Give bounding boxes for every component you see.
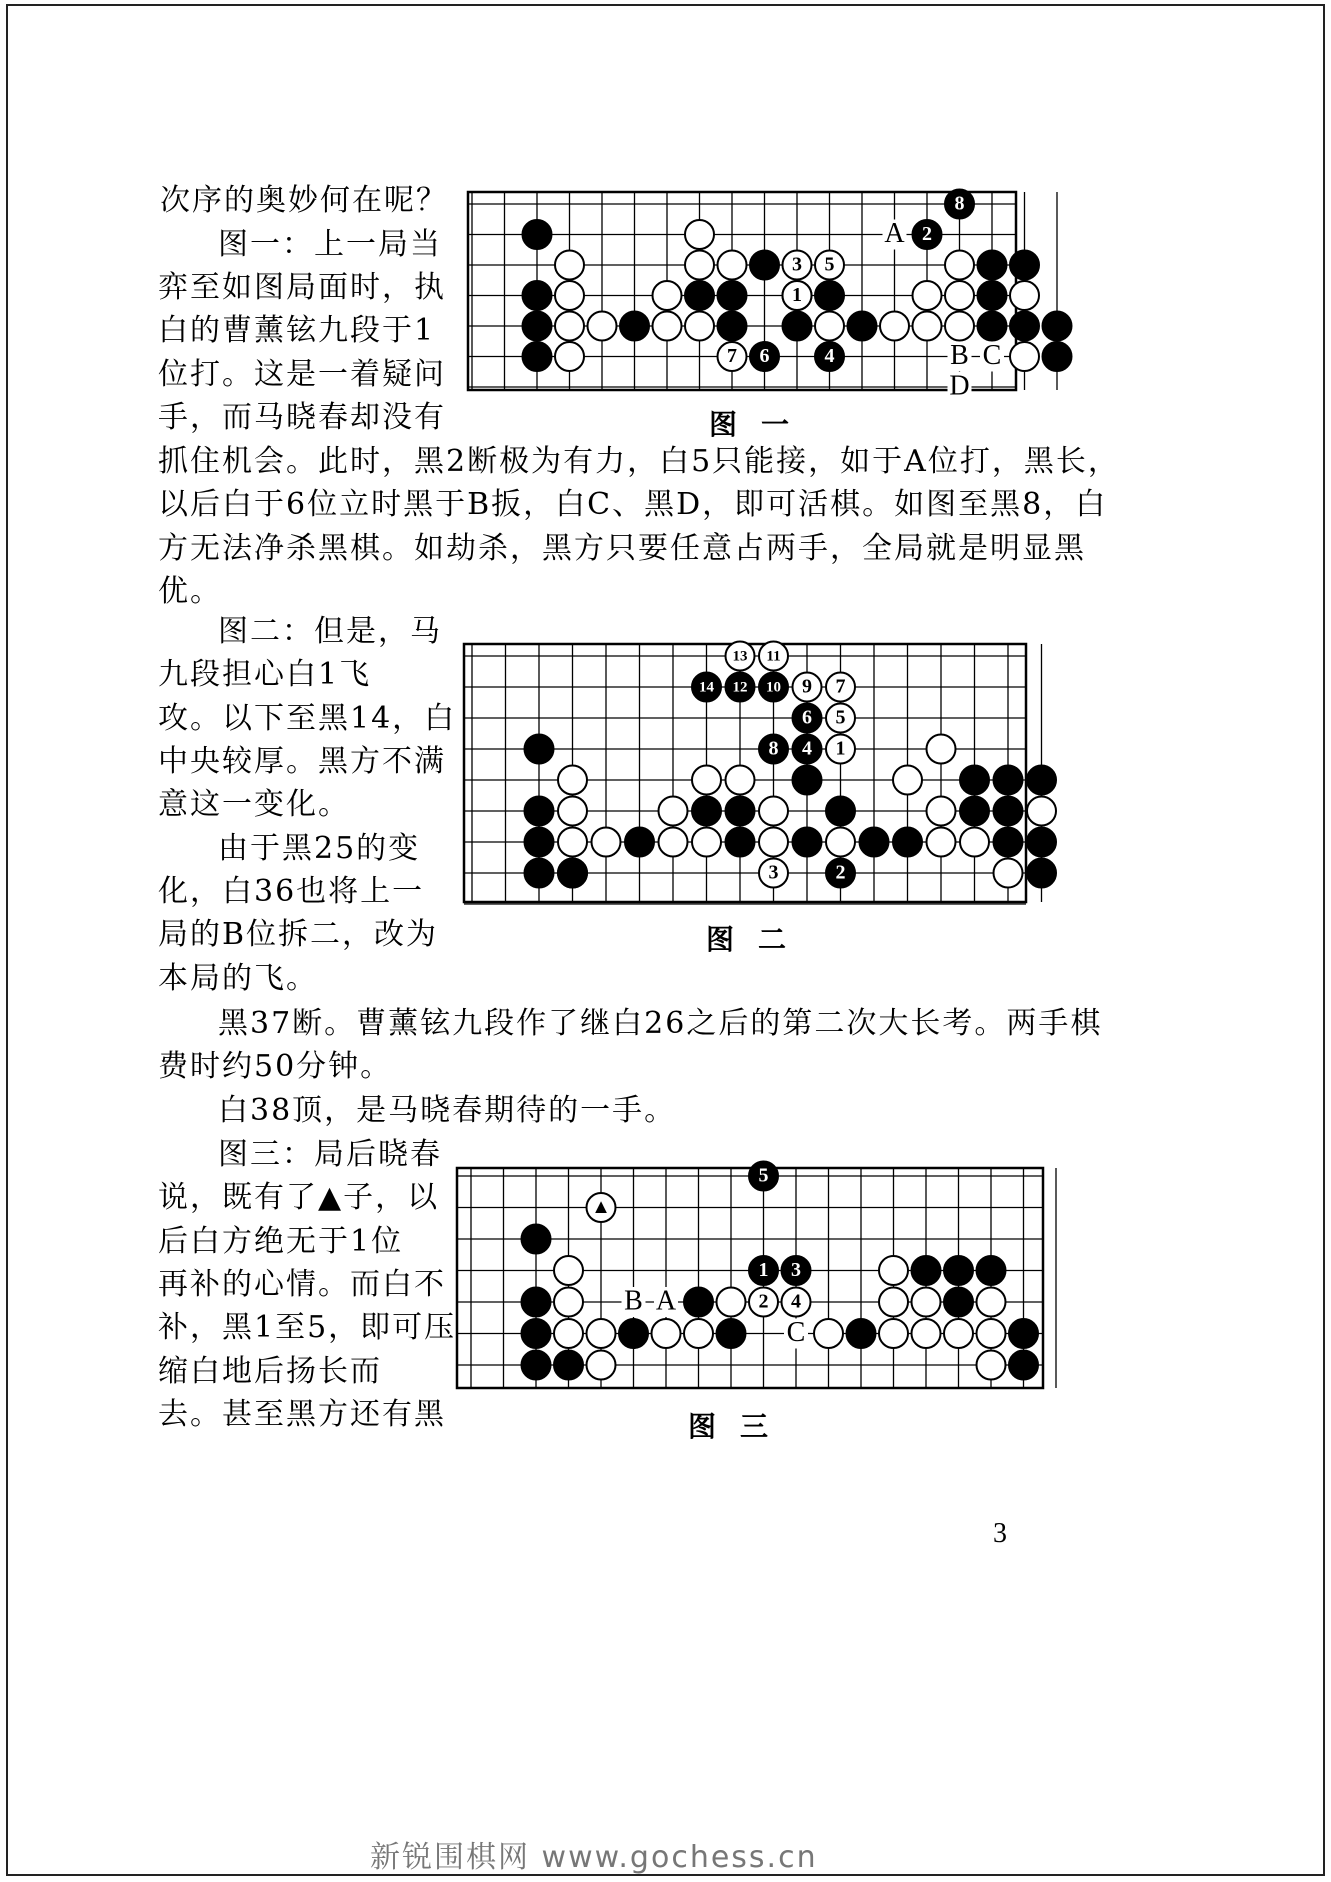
black-stone (525, 859, 554, 888)
white-stone (879, 1319, 908, 1348)
white-stone (555, 312, 584, 341)
white-stone (913, 281, 942, 310)
white-stone (555, 342, 584, 371)
text-line: 次序的奥妙何在呢？ (160, 183, 448, 218)
point-label: C (786, 1316, 806, 1348)
move-number: 13 (732, 648, 748, 665)
white-stone (1010, 281, 1039, 310)
white-stone (879, 1288, 908, 1317)
text-line: 手，而马晓春却没有 (158, 400, 446, 435)
white-stone (960, 828, 989, 857)
go-diagram-2 (456, 636, 1036, 906)
black-stone (625, 828, 654, 857)
white-stone (558, 828, 587, 857)
move-number: 2 (835, 861, 846, 884)
go-diagram-1 (462, 186, 1022, 416)
black-stone (944, 1256, 973, 1285)
white-stone (815, 312, 844, 341)
white-stone (977, 1319, 1006, 1348)
text-line: 缩白地后扬长而 (158, 1354, 382, 1389)
move-number: 6 (802, 706, 812, 729)
text-line: 费时约50分钟。 (158, 1049, 393, 1084)
black-stone (1043, 342, 1072, 371)
move-number: 1 (792, 284, 802, 307)
move-number: 14 (699, 679, 714, 696)
white-stone (880, 312, 909, 341)
text-line: 弈至如图局面时，执 (158, 270, 446, 305)
black-stone (726, 797, 755, 826)
move-number: 2 (922, 223, 932, 246)
text-line: 说，既有了▲子，以 (158, 1180, 440, 1215)
move-number: 7 (727, 345, 737, 368)
text-line: 局的B位拆二，改为 (158, 917, 439, 952)
text-line: 由于黑25的变 (218, 831, 421, 866)
white-stone (912, 1319, 941, 1348)
black-stone (994, 797, 1023, 826)
point-label: B (950, 339, 969, 371)
black-stone (1027, 828, 1056, 857)
white-stone (927, 828, 956, 857)
black-stone (994, 828, 1023, 857)
text-line: 补，黑1至5，即可压 (158, 1310, 457, 1345)
white-stone (945, 251, 974, 280)
black-stone (815, 281, 844, 310)
black-stone (522, 1288, 551, 1317)
black-stone (1043, 312, 1072, 341)
move-number: 11 (766, 648, 781, 665)
text-line: 攻。以下至黑14，白 (158, 701, 457, 736)
black-stone (554, 1351, 583, 1380)
diagram-caption-1: 图一 (709, 408, 814, 441)
black-stone (893, 828, 922, 857)
point-label: D (949, 370, 970, 402)
white-stone (555, 281, 584, 310)
white-stone (945, 281, 974, 310)
text-line: 白的曹薰铉九段于1 (158, 313, 436, 348)
white-stone (944, 1319, 973, 1348)
white-stone (977, 1288, 1006, 1317)
black-stone (525, 828, 554, 857)
move-number: 7 (835, 675, 846, 698)
white-stone (653, 312, 682, 341)
move-number: 8 (954, 192, 965, 215)
move-number: 12 (732, 679, 748, 696)
black-stone (826, 797, 855, 826)
black-stone (783, 312, 812, 341)
white-stone (927, 735, 956, 764)
white-stone (685, 220, 714, 249)
black-stone (523, 220, 552, 249)
white-stone (554, 1256, 583, 1285)
point-label: A (884, 217, 905, 249)
black-stone (1027, 766, 1056, 795)
white-stone (652, 1319, 681, 1348)
black-stone (1010, 312, 1039, 341)
point-label: A (655, 1285, 677, 1317)
white-stone (879, 1256, 908, 1285)
white-stone (685, 312, 714, 341)
white-stone (554, 1288, 583, 1317)
white-stone (945, 312, 974, 341)
white-stone (726, 766, 755, 795)
white-stone (1010, 342, 1039, 371)
black-stone (1027, 859, 1056, 888)
move-number: 9 (802, 675, 812, 698)
white-stone (588, 312, 617, 341)
site-footer: 新锐围棋网 www.gochess.cn (370, 1840, 818, 1875)
black-stone (912, 1256, 941, 1285)
black-stone (978, 312, 1007, 341)
black-stone (978, 251, 1007, 280)
text-line: 图一：上一局当 (218, 227, 442, 262)
white-stone (592, 828, 621, 857)
black-stone (525, 797, 554, 826)
white-stone (558, 797, 587, 826)
move-number: 4 (824, 345, 835, 368)
text-line: 本局的飞。 (158, 961, 318, 996)
text-line: 再补的心情。而白不 (158, 1267, 446, 1302)
black-stone (620, 312, 649, 341)
white-stone (684, 1319, 713, 1348)
move-number: 5 (758, 1164, 769, 1187)
black-stone (1009, 1351, 1038, 1380)
black-stone (977, 1256, 1006, 1285)
black-stone (684, 1288, 713, 1317)
black-stone (848, 312, 877, 341)
white-stone (554, 1319, 583, 1348)
black-stone (860, 828, 889, 857)
point-label: B (624, 1285, 643, 1317)
black-stone (994, 766, 1023, 795)
text-line: 方无法净杀黑棋。如劫杀，黑方只要任意占两手，全局就是明显黑 (158, 531, 1086, 566)
diagram-caption-3: 图三 (688, 1410, 793, 1443)
white-stone (555, 251, 584, 280)
white-stone (685, 251, 714, 280)
white-stone (587, 1319, 616, 1348)
white-stone (587, 1351, 616, 1380)
text-line: 优。 (158, 574, 222, 609)
white-stone (927, 797, 956, 826)
black-stone (1009, 1319, 1038, 1348)
black-stone (793, 766, 822, 795)
text-line: 白38顶，是马晓春期待的一手。 (218, 1093, 677, 1128)
white-stone (659, 828, 688, 857)
move-number: 3 (791, 1259, 801, 1282)
move-number: 4 (791, 1290, 801, 1313)
white-stone (759, 797, 788, 826)
move-number: 10 (766, 679, 781, 696)
go-diagram-3 (451, 1162, 1051, 1392)
move-number: 1 (758, 1259, 769, 1282)
black-stone (525, 735, 554, 764)
white-stone (659, 797, 688, 826)
white-stone (717, 1288, 746, 1317)
diagram-caption-2: 图二 (706, 923, 811, 956)
white-stone (893, 766, 922, 795)
white-stone (826, 828, 855, 857)
black-stone (523, 281, 552, 310)
white-stone (814, 1319, 843, 1348)
black-stone (960, 797, 989, 826)
white-stone (1027, 797, 1056, 826)
black-stone (1010, 251, 1039, 280)
white-stone (977, 1351, 1006, 1380)
move-number: 3 (768, 861, 779, 884)
white-stone (558, 766, 587, 795)
move-number: 1 (835, 737, 846, 760)
text-line: 中央较厚。黑方不满 (158, 744, 446, 779)
move-number: ▲ (591, 1196, 611, 1219)
black-stone (522, 1225, 551, 1254)
black-stone (523, 312, 552, 341)
page-number: 3 (993, 1518, 1007, 1549)
move-number: 6 (759, 345, 770, 368)
white-stone (718, 251, 747, 280)
black-stone (522, 1319, 551, 1348)
black-stone (726, 828, 755, 857)
black-stone (523, 342, 552, 371)
text-line: 黑37断。曹薰铉九段作了继白26之后的第二次大长考。两手棋 (218, 1006, 1103, 1041)
text-line: 去。甚至黑方还有黑 (158, 1397, 446, 1432)
text-line: 图三：局后晓春 (218, 1137, 442, 1172)
black-stone (718, 312, 747, 341)
black-stone (558, 859, 587, 888)
white-stone (994, 859, 1023, 888)
black-stone (619, 1319, 648, 1348)
white-stone (692, 828, 721, 857)
black-stone (718, 281, 747, 310)
text-line: 位打。这是一着疑问 (158, 357, 446, 392)
text-line: 九段担心白1飞 (158, 657, 372, 692)
move-number: 5 (824, 253, 835, 276)
text-line: 化，白36也将上一 (158, 874, 425, 909)
text-line: 图二：但是，马 (218, 614, 442, 649)
text-line: 抓住机会。此时，黑2断极为有力，白5只能接，如于A位打，黑长， (158, 444, 1120, 479)
black-stone (750, 251, 779, 280)
black-stone (522, 1351, 551, 1380)
white-stone (913, 312, 942, 341)
black-stone (847, 1319, 876, 1348)
move-number: 2 (758, 1290, 769, 1313)
white-stone (692, 766, 721, 795)
text-line: 意这一变化。 (158, 787, 350, 822)
move-number: 4 (802, 737, 812, 760)
move-number: 3 (792, 253, 802, 276)
move-number: 5 (835, 706, 846, 729)
black-stone (793, 828, 822, 857)
black-stone (978, 281, 1007, 310)
black-stone (960, 766, 989, 795)
white-stone (653, 281, 682, 310)
black-stone (692, 797, 721, 826)
white-stone (759, 828, 788, 857)
point-label: C (982, 339, 1002, 371)
move-number: 8 (768, 737, 779, 760)
black-stone (944, 1288, 973, 1317)
white-stone (912, 1288, 941, 1317)
black-stone (685, 281, 714, 310)
text-line: 以后白于6位立时黑于B扳，白C、黑D，即可活棋。如图至黑8，白 (158, 487, 1108, 522)
black-stone (717, 1319, 746, 1348)
text-line: 后白方绝无于1位 (158, 1224, 404, 1259)
